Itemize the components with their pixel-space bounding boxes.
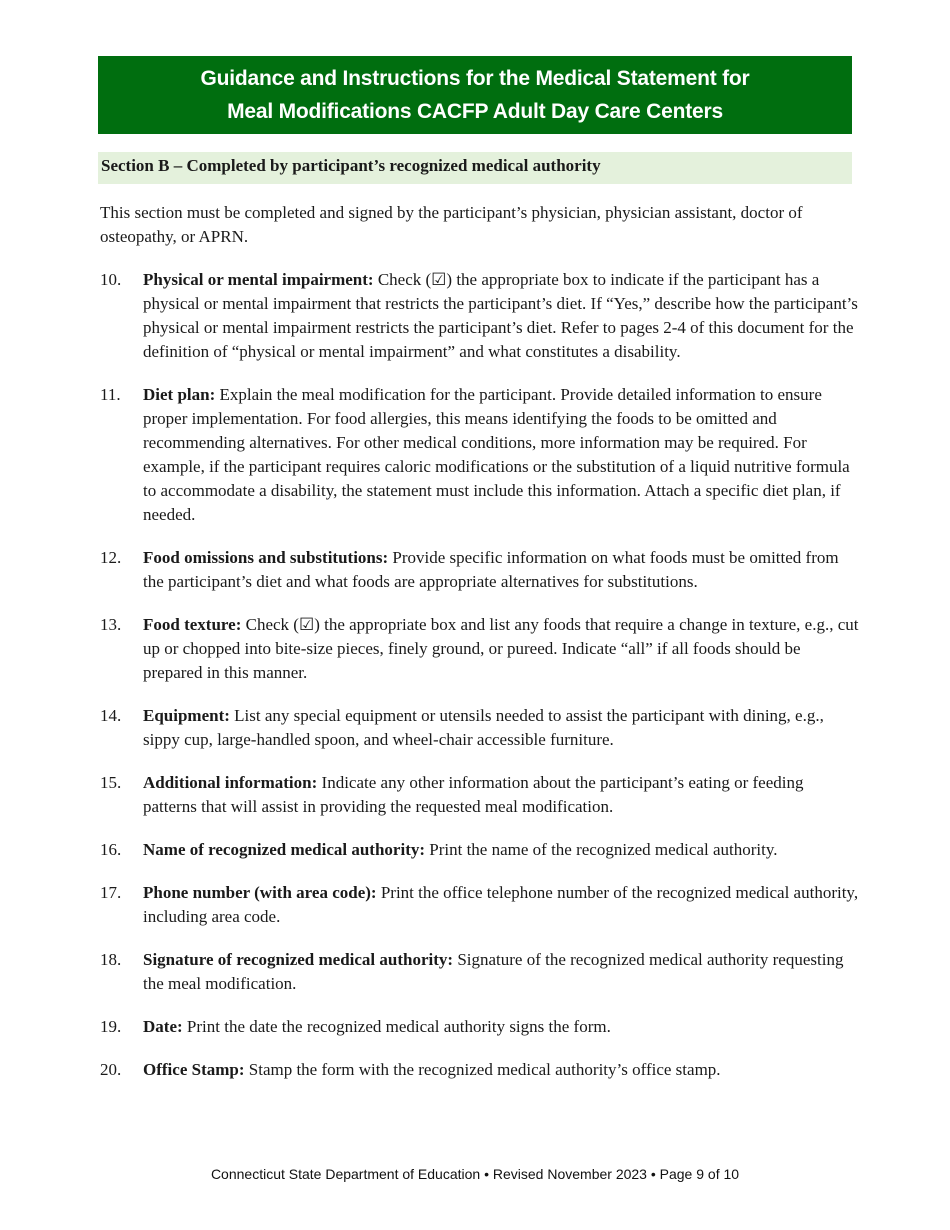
item-term: Diet plan: [143,385,216,404]
list-item [100,546,860,594]
item-number: 11. [100,385,121,404]
page-footer: Connecticut State Department of Education • Revised November 2023 • Page 9 of 10 [210,1166,740,1182]
item-text: Print the name of the recognized medical authority. [425,840,778,859]
list-item [100,268,860,364]
list-item [100,1015,860,1039]
item-text: Explain the meal modification for the participant. Provide detailed information to ensure proper implementation. For food allergies, this means identifying the foods to be omitted and recommending alternatives. For other medical conditions, more information may be required. For example, if the participant requires caloric modifications or the substitution of a liquid nutritive formula to accommodate a disability, the statement must include this information. Attach a specific diet plan, if needed. [143,385,850,524]
item-number: 20. [100,1060,122,1079]
item-term: Food omissions and substitutions: [143,548,389,567]
item-text: Signature of the recognized medical authority requesting the meal modification. [143,950,844,993]
title-line-2: Meal Modifications CACFP Adult Day Care Centers [227,100,723,123]
item-number: 15. [100,773,122,792]
list-item [100,948,860,996]
item-number: 19. [100,1017,122,1036]
item-term: Additional information: [143,773,318,792]
list-item [100,1058,860,1082]
list-item [100,838,860,862]
item-text: Print the date the recognized medical authority signs the form. [182,1017,611,1036]
item-text: Check (☑) the appropriate box and list any foods that require a change in texture, e.g., cut up or chopped into bite-size pieces, finely ground, or pureed. Indicate “all” if all foods should be prepared in this manner. [143,615,859,682]
item-number: 12. [100,548,122,567]
item-text: Check (☑) the appropriate box to indicate if the participant has a physical or mental impairment that restricts the participant’s diet. If “Yes,” describe how the participant’s physical or mental impairment restricts the participant’s diet. Refer to pages 2-4 of this document for the definition of “physical or mental impairment” and what constitutes a disability. [143,270,858,361]
title-line-1: Guidance and Instructions for the Medical Statement for [200,67,750,90]
item-text: Stamp the form with the recognized medical authority’s office stamp. [244,1060,721,1079]
item-number: 18. [100,950,122,969]
item-text: Print the office telephone number of the recognized medical authority, including area code. [143,883,859,926]
item-term: Equipment: [143,706,230,725]
list-item [100,771,860,819]
item-term: Phone number (with area code): [143,883,377,902]
item-text: Indicate any other information about the participant’s eating or feeding patterns that will assist in providing the requested meal modification. [143,773,804,816]
document-title-banner [98,56,852,134]
section-heading: Section B – Completed by participant’s recognized medical authority [98,152,852,184]
item-term: Date: [143,1017,183,1036]
item-term: Signature of recognized medical authority: [143,950,454,969]
item-number: 16. [100,840,122,859]
list-item [100,881,860,929]
item-term: Physical or mental impairment: [143,270,374,289]
item-text: List any special equipment or utensils needed to assist the participant with dining, e.g., sippy cup, large-handled spoon, and wheel-chair accessible furniture. [143,706,824,749]
item-term: Name of recognized medical authority: [143,840,426,859]
item-term: Food texture: [143,615,242,634]
item-number: 10. [100,270,122,289]
item-number: 17. [100,883,122,902]
instruction-list [100,268,860,1101]
list-item [100,613,860,685]
item-text: Provide specific information on what foods must be omitted from the participant’s diet and what foods are appropriate alternatives for substitutions. [143,548,839,591]
item-term: Office Stamp: [143,1060,245,1079]
list-item [100,704,860,752]
section-intro: This section must be completed and signed by the participant’s physician, physician assistant, doctor of osteopathy, or APRN. [100,203,803,246]
list-item [100,383,860,527]
item-number: 14. [100,706,122,725]
item-number: 13. [100,615,122,634]
